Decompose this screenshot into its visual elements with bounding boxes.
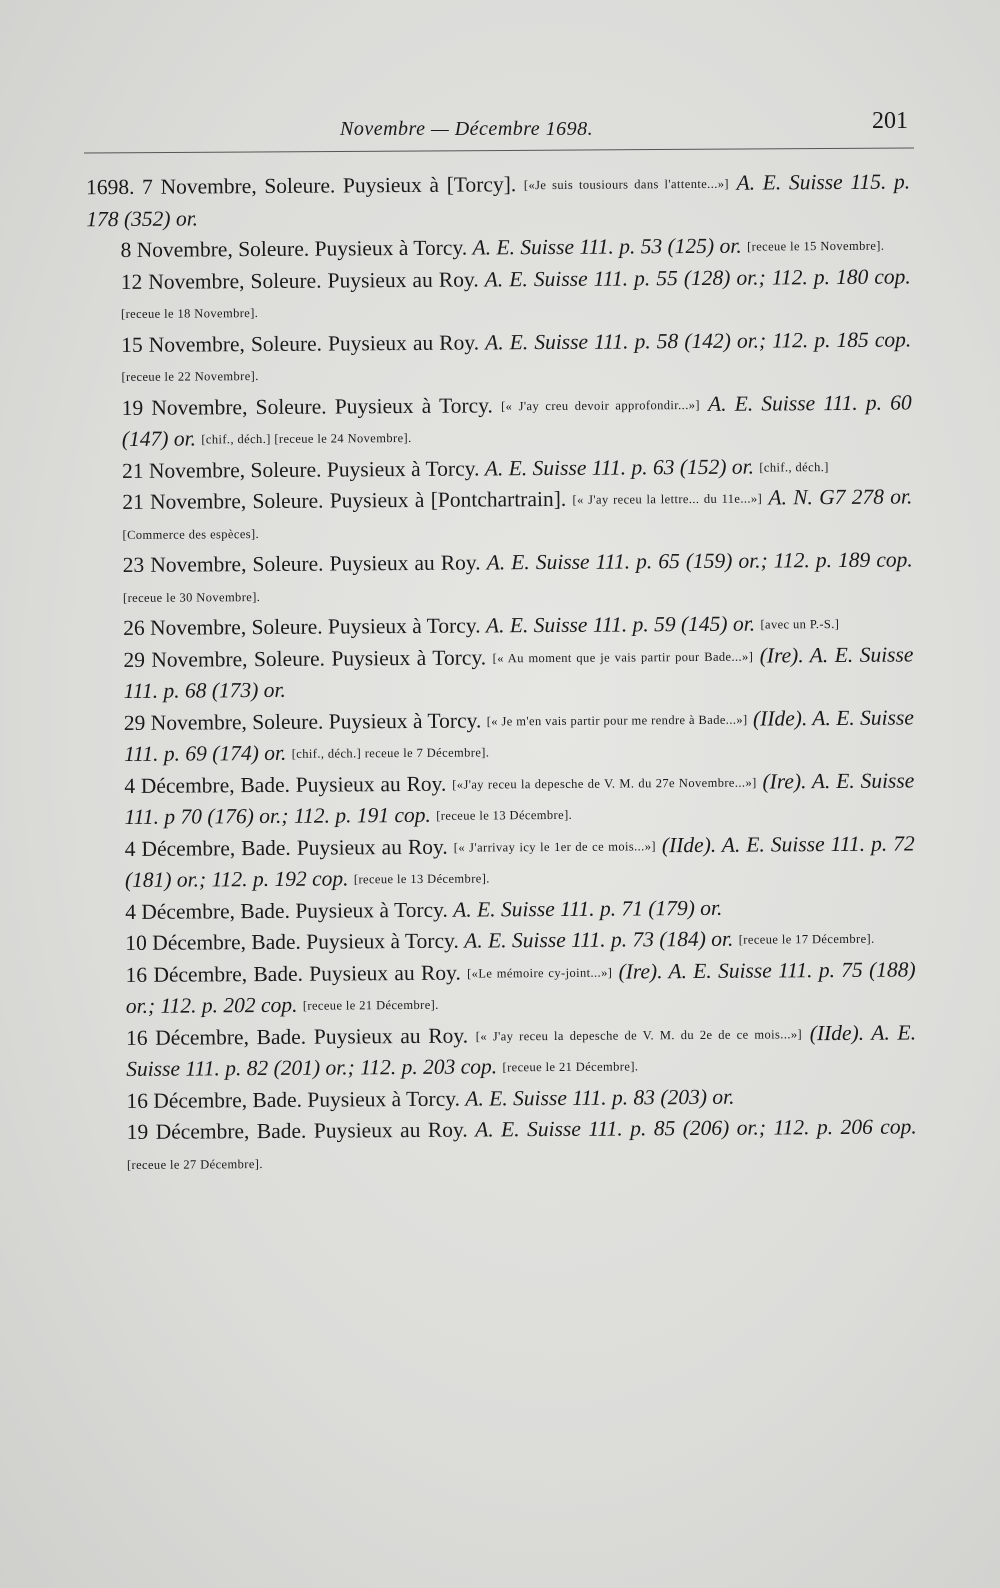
entry-heading: 8 Novembre, Soleure. Puysieux à Torcy. (120, 235, 468, 262)
entry-annotation: [chif., déch.] (759, 459, 829, 475)
list-item (124, 702, 914, 771)
list-item (126, 1017, 916, 1086)
entry-annotation: [receue le 22 Novembre]. (121, 369, 259, 384)
entry-heading: 10 Décembre, Bade. Puysieux à Torcy. (125, 928, 459, 955)
entry-annotation: [receue le 17 Décembre]. (738, 931, 875, 947)
entry-heading: 4 Décembre, Bade. Puysieux au Roy. (124, 771, 447, 798)
list-item (120, 229, 910, 266)
entry-reference: (IIde). A. E. Suisse 111. p. 72 (181) or.; 112. p. 192 cop. (124, 830, 915, 892)
entry-heading: 15 Novembre, Soleure. Puysieux au Roy. (121, 329, 480, 357)
list-item (127, 1111, 917, 1180)
list-item (122, 481, 912, 550)
entry-incipit: [«J'ay receu la depesche de V. M. du 27e Novembre...»] (452, 775, 757, 792)
list-item (86, 166, 910, 235)
entry-incipit: [« J'ay receu la depesche de V. M. du 2e de ce mois...»] (475, 1026, 803, 1044)
entry-reference: (IIde). A. E. Suisse 111. p. 69 (174) or. (123, 704, 914, 766)
entry-reference: A. N. G7 278 or. (768, 484, 913, 510)
list-item (123, 607, 913, 644)
entry-reference: (IIde). A. E. Suisse 111. p. 82 (201) or.; 112. p. 203 cop. (126, 1019, 917, 1081)
entry-heading: 19 Décembre, Bade. Puysieux au Roy. (126, 1117, 468, 1144)
entry-annotation: [receue le 21 Décembre]. (502, 1059, 639, 1075)
list-item (123, 544, 913, 613)
entry-incipit: [« J'ay creu devoir approfondir...»] (500, 397, 700, 413)
entry-annotation: [Commerce des espèces]. (122, 526, 260, 542)
entry-heading: 21 Novembre, Soleure. Puysieux à [Pontchartrain]. (122, 486, 567, 514)
entry-heading: 16 Décembre, Bade. Puysieux à Torcy. (126, 1086, 461, 1113)
list-item (121, 324, 911, 393)
list-item (124, 765, 914, 834)
entry-incipit: [« J'ay receu la lettre... du 11e...»] (572, 491, 763, 507)
entry-reference: A. E. Suisse 111. p. 55 (128) or.; 112. p. 180 cop. (484, 263, 911, 291)
list-item (122, 387, 912, 456)
entry-heading: 29 Novembre, Soleure. Puysieux à Torcy. (123, 644, 487, 672)
entry-heading: 4 Décembre, Bade. Puysieux à Torcy. (125, 897, 448, 924)
entry-incipit: [«Le mémoire cy-joint...»] (467, 965, 613, 981)
list-item (123, 639, 913, 708)
list-item (125, 922, 915, 959)
entry-reference: A. E. Suisse 111. p. 58 (142) or.; 112. p. 185 cop. (485, 326, 912, 354)
list-item (121, 261, 911, 330)
entry-annotation: [receue le 15 Novembre]. (746, 238, 885, 254)
entry-heading: 4 Décembre, Bade. Puysieux au Roy. (124, 834, 448, 861)
entry-list (86, 166, 917, 1179)
entry-heading: 1698. 7 Novembre, Soleure. Puysieux à [Torcy]. (86, 172, 517, 200)
entry-incipit: [« J'arrivay icy le 1er de ce mois...»] (453, 838, 656, 855)
entry-annotation: [receue le 30 Novembre]. (122, 589, 261, 605)
entry-reference: (Ire). A. E. Suisse 111. p 70 (176) or.; 112. p. 191 cop. (124, 767, 915, 829)
entry-heading: 16 Décembre, Bade. Puysieux au Roy. (125, 1023, 469, 1050)
entry-incipit: [«Je suis tousiours dans l'attente...»] (523, 176, 729, 193)
entry-heading: 16 Décembre, Bade. Puysieux au Roy. (125, 960, 461, 987)
entry-heading: 29 Novembre, Soleure. Puysieux à Torcy. (123, 707, 482, 735)
entry-reference: A. E. Suisse 111. p. 59 (145) or. (485, 611, 756, 638)
entry-reference: (Ire). A. E. Suisse 111. p. 75 (188) or.; 112. p. 202 cop. (125, 956, 916, 1018)
page-number: 201 (872, 108, 908, 134)
entry-heading: 12 Novembre, Soleure. Puysieux au Roy. (120, 266, 479, 294)
header-rule (84, 147, 914, 153)
entry-reference: (Ire). A. E. Suisse 111. p. 68 (173) or. (123, 641, 914, 703)
list-item (125, 954, 915, 1023)
entry-heading: 21 Novembre, Soleure. Puysieux à Torcy. (122, 455, 480, 483)
entry-reference: A. E. Suisse 111. p. 71 (179) or. (453, 895, 723, 922)
entry-incipit: [« Je m'en vais partir pour me rendre à Bade...»] (486, 712, 748, 728)
entry-annotation: [chif., déch.] [receue le 24 Novembre]. (201, 430, 412, 447)
entry-reference: A. E. Suisse 111. p. 85 (206) or.; 112. p. 206 cop. (475, 1114, 917, 1142)
entry-reference: A. E. Suisse 111. p. 60 (147) or. (121, 389, 912, 451)
entry-annotation: [receue le 13 Décembre]. (436, 807, 573, 823)
entry-annotation: [receue le 27 Décembre]. (126, 1156, 263, 1172)
entry-reference: A. E. Suisse 111. p. 73 (184) or. (464, 926, 734, 953)
entry-heading: 19 Novembre, Soleure. Puysieux à Torcy. (121, 392, 493, 420)
running-head (0, 108, 1000, 144)
list-item (125, 828, 915, 897)
entry-incipit: [« Au moment que je vais partir pour Bade...»] (492, 649, 754, 665)
entry-annotation: [chif., déch.] receue le 7 Décembre]. (291, 745, 490, 761)
entry-reference: A. E. Suisse 111. p. 63 (152) or. (484, 454, 755, 480)
entry-annotation: [receue le 18 Novembre]. (120, 306, 259, 321)
entry-reference: A. E. Suisse 115. p. 178 (352) or. (86, 169, 911, 231)
entry-heading: 23 Novembre, Soleure. Puysieux au Roy. (122, 550, 481, 577)
entry-annotation: [receue le 21 Décembre]. (302, 997, 439, 1013)
entry-reference: A. E. Suisse 111. p. 65 (159) or.; 112. p. 189 cop. (486, 547, 913, 575)
entry-reference: A. E. Suisse 111. p. 83 (203) or. (465, 1084, 735, 1111)
page-title: Novembre — Décembre 1698. (340, 118, 594, 140)
entry-reference: A. E. Suisse 111. p. 53 (125) or. (472, 233, 742, 260)
entry-annotation: [avec un P.-S.] (760, 616, 840, 632)
entry-annotation: [receue le 13 Décembre]. (353, 871, 490, 887)
entry-heading: 26 Novembre, Soleure. Puysieux à Torcy. (123, 613, 481, 640)
